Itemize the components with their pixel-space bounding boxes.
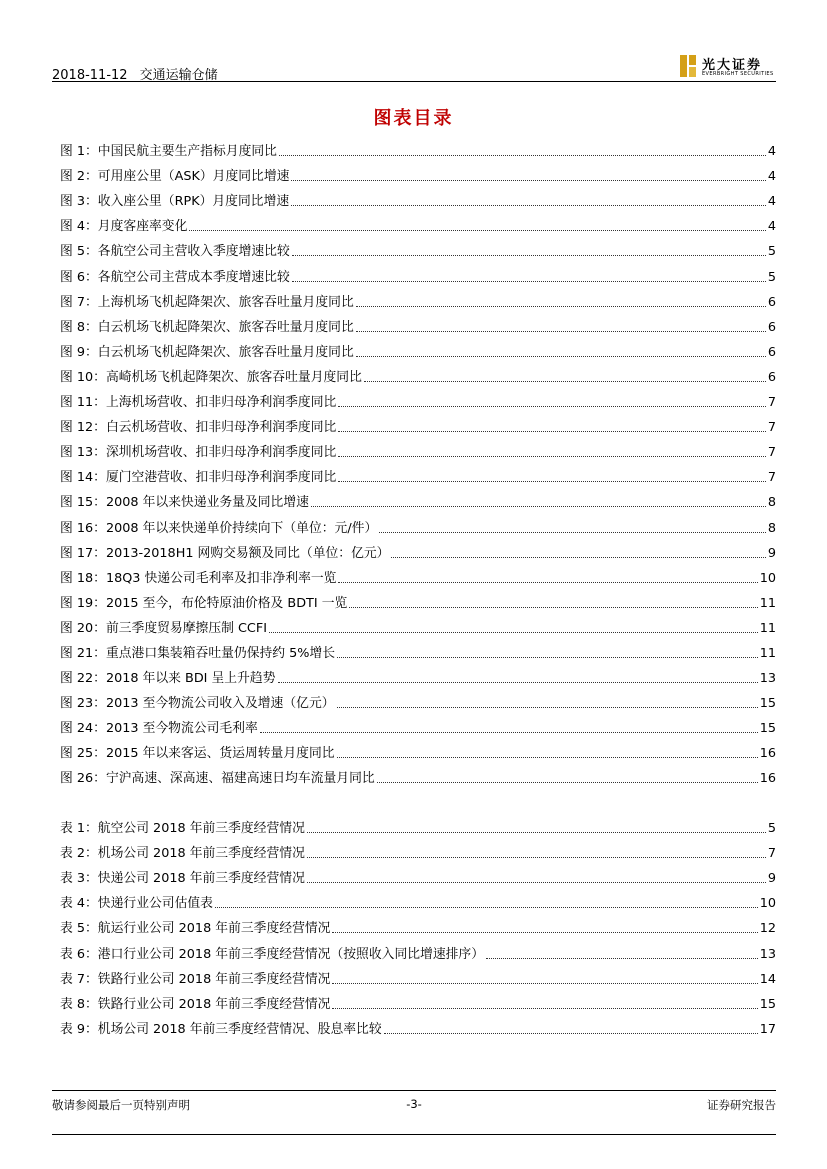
figure-entry[interactable]: [60, 461, 776, 486]
table-entry-page-number: 15: [759, 996, 776, 1012]
table-entry[interactable]: [60, 988, 776, 1013]
dot-leader: [364, 381, 766, 382]
table-entry-page-number: 9: [767, 871, 776, 887]
figure-entry-page-number: 6: [767, 319, 776, 335]
figure-entry[interactable]: [60, 436, 776, 461]
figure-entry-page-number: 6: [767, 369, 776, 385]
figure-entry-page-number: 6: [767, 344, 776, 360]
dot-leader: [338, 481, 766, 482]
table-entry-label: 表 8：铁路行业公司 2018 年前三季度经营情况: [60, 996, 331, 1012]
figure-entry-label: 图 18：18Q3 快递公司毛利率及扣非净利率一览: [60, 570, 337, 586]
table-entry[interactable]: [60, 1013, 776, 1038]
table-entry[interactable]: [60, 937, 776, 962]
figure-entry[interactable]: [60, 260, 776, 285]
figure-entry-page-number: 8: [767, 520, 776, 536]
dot-leader: [332, 1008, 757, 1009]
dot-leader: [307, 857, 766, 858]
logo-mark-icon: [680, 55, 696, 77]
figure-entry-label: 图 17：2013-2018H1 网购交易额及同比（单位：亿元）: [60, 545, 390, 561]
table-entry-label: 表 5：航运行业公司 2018 年前三季度经营情况: [60, 921, 331, 937]
figure-entry[interactable]: [60, 135, 776, 160]
table-entry-page-number: 12: [759, 921, 776, 937]
figure-entry-page-number: 15: [759, 721, 776, 737]
figure-entry-page-number: 16: [759, 746, 776, 762]
figure-entry[interactable]: [60, 336, 776, 361]
dot-leader: [278, 682, 758, 683]
table-entry[interactable]: [60, 837, 776, 862]
table-entry[interactable]: [60, 812, 776, 837]
figure-entry-page-number: 7: [767, 420, 776, 436]
dot-leader: [311, 506, 766, 507]
dot-leader: [337, 707, 758, 708]
dot-leader: [379, 532, 766, 533]
figure-entry[interactable]: [60, 311, 776, 336]
figure-entry-page-number: 10: [759, 570, 776, 586]
figure-entry-page-number: 4: [767, 219, 776, 235]
table-entry-label: 表 2：机场公司 2018 年前三季度经营情况: [60, 846, 305, 862]
figure-entry-page-number: 5: [767, 244, 776, 260]
footer-rule: [52, 1090, 776, 1091]
table-entry-page-number: 10: [759, 896, 776, 912]
figure-entry-label: 图 5：各航空公司主营收入季度增速比较: [60, 244, 290, 260]
figure-entry-label: 图 16：2008 年以来快递单价持续向下（单位：元/件）: [60, 520, 378, 536]
dot-leader: [377, 782, 758, 783]
figure-entry-label: 图 6：各航空公司主营成本季度增速比较: [60, 269, 290, 285]
figure-entry-label: 图 2：可用座公里（ASK）月度同比增速: [60, 169, 290, 185]
figure-entry-label: 图 24：2013 至今物流公司毛利率: [60, 721, 258, 737]
figure-entry[interactable]: [60, 737, 776, 762]
figure-entry[interactable]: [60, 486, 776, 511]
dot-leader: [349, 607, 757, 608]
figure-entry-label: 图 13：深圳机场营收、扣非归母净利润季度同比: [60, 445, 337, 461]
table-entry-page-number: 14: [759, 971, 776, 987]
figure-entry[interactable]: [60, 210, 776, 235]
footer-report-type: 证券研究报告: [707, 1098, 776, 1112]
figure-entry-page-number: 11: [759, 595, 776, 611]
figure-entry-page-number: 9: [767, 545, 776, 561]
figure-entry[interactable]: [60, 511, 776, 536]
dot-leader: [338, 582, 757, 583]
figure-entry-label: 图 9：白云机场飞机起降架次、旅客吞吐量月度同比: [60, 344, 354, 360]
table-entry-label: 表 9：机场公司 2018 年前三季度经营情况、股息率比较: [60, 1021, 382, 1037]
figure-entry-label: 图 12：白云机场营收、扣非归母净利润季度同比: [60, 420, 337, 436]
figure-entry-page-number: 7: [767, 395, 776, 411]
dot-leader: [332, 983, 757, 984]
dot-leader: [337, 657, 758, 658]
dot-leader: [269, 632, 758, 633]
page-footer: [52, 1097, 776, 1113]
figure-entry-page-number: 13: [759, 671, 776, 687]
dot-leader: [307, 832, 766, 833]
table-entry-label: 表 1：航空公司 2018 年前三季度经营情况: [60, 821, 305, 837]
table-entry-label: 表 4：快递行业公司估值表: [60, 896, 213, 912]
table-entry-label: 表 7：铁路行业公司 2018 年前三季度经营情况: [60, 971, 331, 987]
report-category: 交通运输仓储: [139, 68, 218, 83]
table-entry-page-number: 7: [767, 846, 776, 862]
header-rule: [52, 81, 776, 82]
figure-entry-label: 图 21：重点港口集装箱吞吐量仍保持约 5%增长: [60, 645, 336, 661]
table-entry[interactable]: [60, 862, 776, 887]
figure-entry-page-number: 4: [767, 194, 776, 210]
figure-entry-label: 图 10：高崎机场飞机起降架次、旅客吞吐量月度同比: [60, 369, 362, 385]
figure-entry[interactable]: [60, 235, 776, 260]
table-entry-page-number: 13: [759, 946, 776, 962]
figure-entry-label: 图 11：上海机场营收、扣非归母净利润季度同比: [60, 395, 337, 411]
figure-entry-label: 图 23：2013 至今物流公司收入及增速（亿元）: [60, 696, 335, 712]
figure-entry[interactable]: [60, 386, 776, 411]
logo-chinese-name: 光大证券: [702, 58, 763, 73]
figure-entry[interactable]: [60, 361, 776, 386]
figure-entry-label: 图 7：上海机场飞机起降架次、旅客吞吐量月度同比: [60, 294, 354, 310]
dot-leader: [260, 732, 758, 733]
figure-entry[interactable]: [60, 160, 776, 185]
figure-entry[interactable]: [60, 662, 776, 687]
table-entry-page-number: 5: [767, 821, 776, 837]
figure-entry-label: 图 3：收入座公里（RPK）月度同比增速: [60, 194, 290, 210]
table-entry-page-number: 17: [759, 1021, 776, 1037]
dot-leader: [291, 180, 765, 181]
figure-entry-label: 图 1：中国民航主要生产指标月度同比: [60, 144, 277, 160]
figure-entry[interactable]: [60, 562, 776, 587]
figure-entry-page-number: 5: [767, 269, 776, 285]
figure-entry-page-number: 7: [767, 470, 776, 486]
dot-leader: [486, 958, 758, 959]
page-header: [52, 52, 776, 82]
table-list: [60, 812, 776, 1038]
dot-leader: [391, 557, 765, 558]
dot-leader: [337, 757, 758, 758]
dot-leader: [292, 281, 766, 282]
figure-entry[interactable]: [60, 185, 776, 210]
figure-entry-label: 图 19：2015 至今，布伦特原油价格及 BDTI 一览: [60, 595, 348, 611]
figure-entry-page-number: 8: [767, 495, 776, 511]
dot-leader: [189, 230, 765, 231]
table-entry[interactable]: [60, 887, 776, 912]
figure-entry-label: 图 14：厦门空港营收、扣非归母净利润季度同比: [60, 470, 337, 486]
figure-entry-label: 图 8：白云机场飞机起降架次、旅客吞吐量月度同比: [60, 319, 354, 335]
dot-leader: [292, 255, 766, 256]
dot-leader: [279, 155, 766, 156]
figure-entry-label: 图 4：月度客座率变化: [60, 219, 188, 235]
figure-entry[interactable]: [60, 612, 776, 637]
figure-entry-page-number: 4: [767, 144, 776, 160]
dot-leader: [338, 431, 766, 432]
dot-leader: [291, 205, 766, 206]
dot-leader: [356, 331, 766, 332]
figure-entry-page-number: 11: [759, 645, 776, 661]
figure-entry[interactable]: [60, 712, 776, 737]
figure-entry-label: 图 15：2008 年以来快递业务量及同比增速: [60, 495, 309, 511]
figure-entry-page-number: 16: [759, 771, 776, 787]
dot-leader: [338, 456, 766, 457]
figure-list: [60, 135, 776, 787]
figure-entry-page-number: 15: [759, 696, 776, 712]
footer-page-number: -3-: [406, 1097, 422, 1111]
dot-leader: [332, 932, 757, 933]
figure-entry[interactable]: [60, 762, 776, 787]
figure-entry[interactable]: [60, 687, 776, 712]
table-entry[interactable]: [60, 963, 776, 988]
dot-leader: [356, 356, 766, 357]
report-date: 2018-11-12: [52, 68, 128, 83]
dot-leader: [384, 1033, 758, 1034]
dot-leader: [356, 306, 766, 307]
figure-entry-page-number: 7: [767, 445, 776, 461]
figure-entry-label: 图 20：前三季度贸易摩擦压制 CCFI: [60, 620, 267, 636]
logo-english-name: EVERBRIGHT SECURITIES: [702, 71, 774, 77]
table-entry-label: 表 3：快递公司 2018 年前三季度经营情况: [60, 871, 305, 887]
figure-entry[interactable]: [60, 637, 776, 662]
figure-entry-label: 图 25：2015 年以来客运、货运周转量月度同比: [60, 746, 335, 762]
figure-entry-label: 图 26：宁沪高速、深高速、福建高速日均车流量月同比: [60, 771, 375, 787]
figure-entry-page-number: 4: [767, 169, 776, 185]
company-logo: [680, 54, 776, 80]
page-bottom-rule: [52, 1134, 776, 1135]
dot-leader: [307, 882, 766, 883]
figure-entry[interactable]: [60, 537, 776, 562]
figure-entry-page-number: 11: [759, 620, 776, 636]
dot-leader: [215, 907, 758, 908]
figure-entry[interactable]: [60, 587, 776, 612]
toc-title: 图表目录: [373, 108, 454, 129]
figure-entry-page-number: 6: [767, 294, 776, 310]
figure-entry[interactable]: [60, 286, 776, 311]
figure-entry-label: 图 22：2018 年以来 BDI 呈上升趋势: [60, 671, 276, 687]
table-entry[interactable]: [60, 912, 776, 937]
footer-disclaimer: 敬请参阅最后一页特别声明: [52, 1098, 190, 1112]
figure-entry[interactable]: [60, 411, 776, 436]
dot-leader: [338, 406, 766, 407]
table-entry-label: 表 6：港口行业公司 2018 年前三季度经营情况（按照收入同比增速排序）: [60, 946, 485, 962]
